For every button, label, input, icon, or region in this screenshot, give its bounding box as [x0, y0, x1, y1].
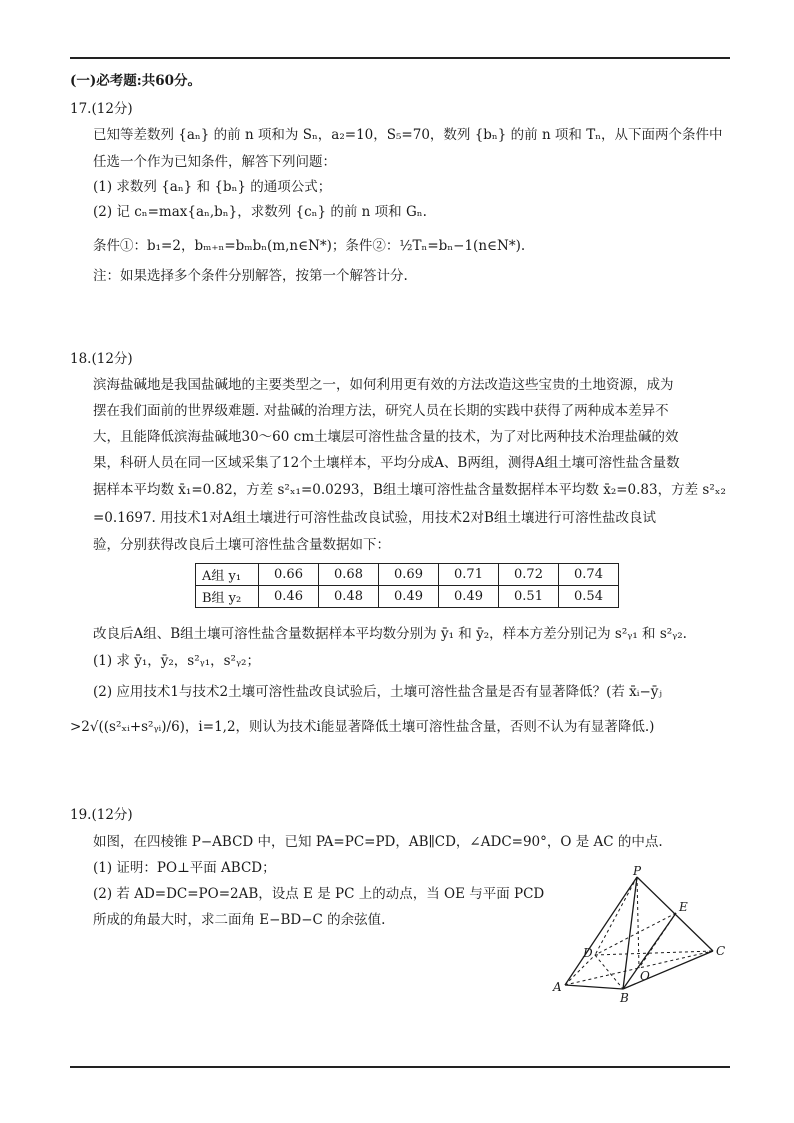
q18-after-1: 改良后A组、B组土壤可溶性盐含量数据样本平均数分别为 ȳ₁ 和 ȳ₂，样本方差分别记为 s²ᵧ₁ 和 s²ᵧ₂.	[93, 626, 687, 642]
q19-line-4: 所成的角最大时，求二面角 E−BD−C 的余弦值.	[93, 912, 386, 928]
q18-line-3: 大，且能降低滨海盐碱地30～60 cm土壤层可溶性盐含量的技术，为了对比两种技术治理盐碱的效	[93, 429, 679, 445]
q18-line-5: 据样本平均数 x̄₁=0.82，方差 s²ₓ₁=0.0293，B组土壤可溶性盐含量数据样本平均数 x̄₂=0.83，方差 s²ₓ₂	[93, 482, 726, 498]
q18-line-2: 摆在我们面前的世界级难题. 对盐碱的治理方法，研究人员在长期的实践中获得了两种成本差异不	[93, 403, 669, 419]
bottom-rule	[70, 1066, 730, 1068]
table-cell: 0.72	[499, 564, 559, 586]
label-e: E	[679, 900, 688, 914]
q19-line-3: (2) 若 AD=DC=PO=2AB，设点 E 是 PC 上的动点，当 OE 与平面 PCD	[93, 886, 545, 902]
edge-ab	[565, 985, 623, 989]
q18-line-6: =0.1697. 用技术1对A组土壤进行可溶性盐改良试验，用技术2对B组土壤进行可溶性盐改良试	[93, 510, 656, 526]
table-cell: 0.66	[259, 564, 319, 586]
q18-criterion: >2√((s²ₓᵢ+s²ᵧᵢ)/6)，i=1,2，则认为技术i能显著降低土壤可溶性盐含量，否则不认为有显著降低.)	[70, 719, 655, 735]
label-d: D	[583, 946, 593, 960]
table-cell: 0.51	[499, 586, 559, 608]
table-cell: 0.71	[439, 564, 499, 586]
q18-part1: (1) 求 ȳ₁，ȳ₂，s²ᵧ₁，s²ᵧ₂；	[93, 653, 260, 669]
row-label-a: A组 y₁	[196, 564, 259, 586]
q17-line-4: (2) 记 cₙ=max{aₙ,bₙ}，求数列 {cₙ} 的前 n 项和 Gₙ.	[93, 204, 427, 220]
label-a: A	[553, 980, 562, 994]
q18-line-4: 果，科研人员在同一区域采集了12个土壤样本，平均分成A、B两组，测得A组土壤可溶性盐含量数	[93, 455, 680, 471]
q18-line-7: 验，分别获得改良后土壤可溶性盐含量数据如下：	[93, 537, 390, 553]
table-cell: 0.68	[319, 564, 379, 586]
table-cell: 0.46	[259, 586, 319, 608]
label-b: B	[620, 991, 629, 1005]
table-cell: 0.48	[319, 586, 379, 608]
q17-line-1: 已知等差数列 {aₙ} 的前 n 项和为 Sₙ，a₂=10，S₅=70，数列 {bₙ} 的前 n 项和 Tₙ，从下面两个条件中	[93, 127, 723, 143]
table-cell: 0.69	[379, 564, 439, 586]
table-cell: 0.49	[439, 586, 499, 608]
label-c: C	[716, 944, 726, 958]
edge-db	[595, 955, 623, 989]
edge-pa	[565, 877, 637, 985]
section-header: (一)必考题:共60分。	[70, 73, 202, 89]
edge-pd	[595, 877, 637, 955]
q19-number: 19.(12分)	[70, 807, 133, 823]
q19-line-1: 如图，在四棱锥 P−ABCD 中，已知 PA=PC=PD，AB∥CD，∠ADC=90°，O 是 AC 的中点.	[93, 834, 663, 850]
edge-po	[637, 877, 639, 968]
q17-line-2: 任选一个作为已知条件，解答下列问题：	[93, 154, 336, 170]
q18-part2: (2) 应用技术1与技术2土壤可溶性盐改良试验后，土壤可溶性盐含量是否有显著降低？(若 x̄ᵢ−ȳⱼ	[93, 684, 662, 700]
q18-number: 18.(12分)	[70, 351, 133, 367]
q17-line-3: (1) 求数列 {aₙ} 和 {bₙ} 的通项公式；	[93, 179, 332, 195]
row-label-b: B组 y₂	[196, 586, 259, 608]
table-row	[196, 586, 619, 608]
table-cell: 0.49	[379, 586, 439, 608]
table-row	[196, 564, 619, 586]
label-o: O	[640, 969, 650, 983]
pyramid-figure	[545, 865, 735, 1005]
q17-line-5: 条件①：b₁=2，bₘ₊ₙ=bₘbₙ(m,n∈N*)；条件②：½Tₙ=bₙ−1(n∈N*).	[93, 238, 526, 254]
q17-number: 17.(12分)	[70, 101, 133, 117]
table-cell: 0.54	[559, 586, 619, 608]
label-p: P	[633, 865, 642, 878]
edge-ed	[595, 913, 676, 955]
top-rule	[70, 57, 730, 59]
table-cell: 0.74	[559, 564, 619, 586]
edge-dc	[595, 951, 713, 955]
q18-line-1: 滨海盐碱地是我国盐碱地的主要类型之一，如何利用更有效的方法改造这些宝贵的土地资源，成为	[93, 377, 674, 393]
soil-data-table	[195, 563, 619, 608]
q17-note: 注：如果选择多个条件分别解答，按第一个解答计分.	[93, 268, 408, 284]
q19-line-2: (1) 证明：PO⊥平面 ABCD；	[93, 860, 276, 876]
